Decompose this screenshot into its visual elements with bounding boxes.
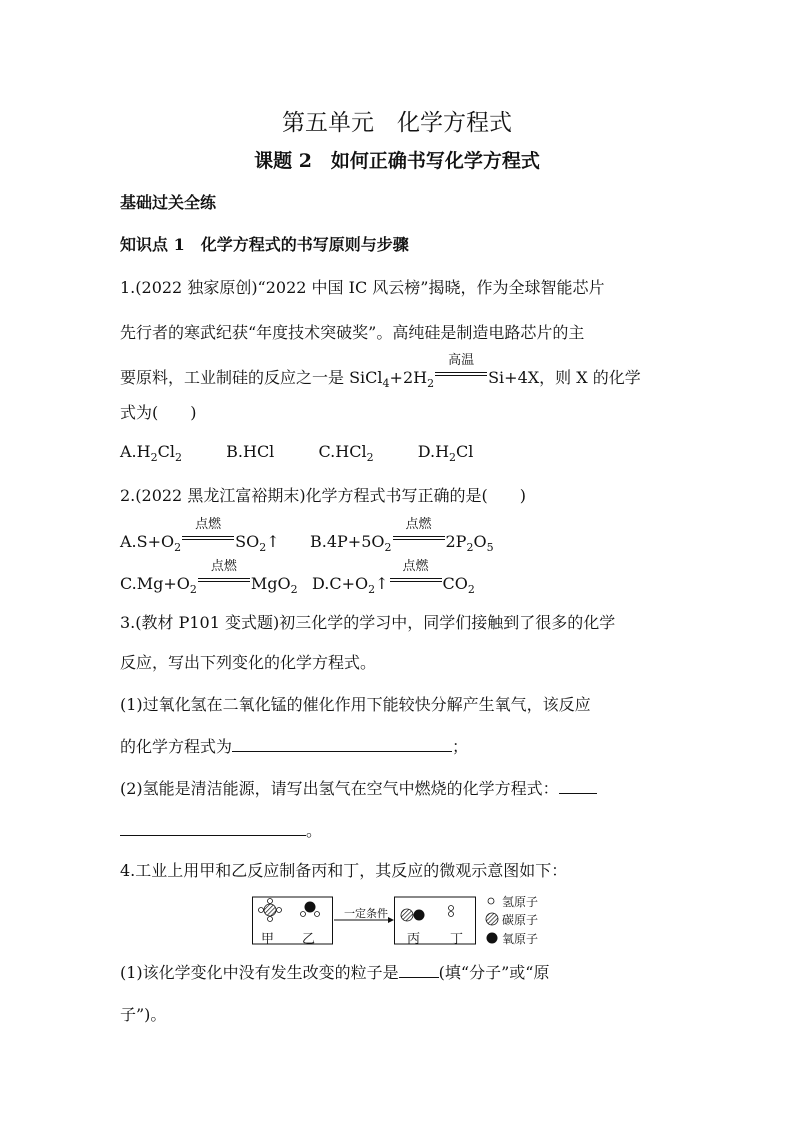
hydrogen-atom-icon	[277, 908, 282, 913]
carbon-atom-icon	[264, 904, 276, 916]
q1-line1: 1.(2022 独家原创)“2022 中国 IC 风云榜”揭晓，作为全球智能芯片	[120, 278, 605, 297]
q1-line4: 式为( )	[120, 403, 197, 422]
hydrogen-atom-icon	[449, 912, 454, 917]
burn-condition-arrow: 点燃	[393, 533, 445, 547]
legend-oxygen-label: 氧原子	[502, 932, 539, 946]
carbon-atom-icon	[401, 909, 413, 921]
lesson-title: 课题 2 如何正确书写化学方程式	[254, 150, 540, 172]
q2-option-c[interactable]: $C.Mg+O_2$ 点燃 MgO$_2$	[120, 559, 298, 597]
hydrogen-atom-icon	[301, 912, 306, 917]
label-ding: 丁	[450, 932, 464, 947]
q1-sub2: 2	[427, 377, 435, 391]
unit-title: 第五单元 化学方程式	[282, 110, 512, 136]
section-heading: 基础过关全练	[120, 193, 217, 212]
q3-part2-line1: (2)氢能是清洁能源，请写出氢气在空气中燃烧的化学方程式：	[120, 776, 597, 799]
hydrogen-atom-icon	[449, 906, 454, 911]
answer-blank[interactable]	[120, 821, 306, 836]
q3-line1: 3.(教材 P101 变式题)初三化学的学习中，同学们接触到了很多的化学	[120, 613, 616, 632]
legend-oxygen-icon	[487, 933, 498, 944]
q1-options	[120, 442, 473, 464]
burn-condition-arrow: 点燃	[182, 533, 234, 547]
oxygen-atom-icon	[414, 910, 425, 921]
q3-line2: 反应，写出下列变化的化学方程式。	[120, 653, 377, 672]
condition-label: 一定条件	[344, 907, 388, 920]
q1-option-d[interactable]: $D.H_2Cl$	[417, 442, 474, 465]
q3-part1-line2: 的化学方程式为 ；	[120, 737, 469, 756]
hydrogen-atom-icon	[315, 912, 320, 917]
q1-line3-post: Si+4X，则 X 的化学	[488, 368, 641, 387]
q1-line3	[120, 353, 641, 391]
legend-hydrogen-icon	[488, 898, 494, 904]
q1-sub4: 4	[382, 377, 390, 391]
q3-part1-line1: (1)过氧化氢在二氧化锰的催化作用下能较快分解产生氧气，该反应	[120, 695, 591, 714]
q2-option-d[interactable]: $D.C+O_2↑$ 点燃 $CO_2$	[312, 559, 475, 597]
hydrogen-atom-icon	[268, 899, 273, 904]
q4-part1-line1: (1)该化学变化中没有发生改变的粒子是 (填“分子”或“原	[120, 963, 550, 982]
burn-condition-arrow: 点燃	[390, 575, 442, 589]
q2-option-a[interactable]: $A.S+O_2$ 点燃 $SO_2↑$	[120, 517, 280, 555]
legend-carbon-label: 碳原子	[502, 913, 539, 927]
reaction-condition-arrow	[435, 353, 487, 383]
label-bing: 丙	[407, 932, 421, 947]
condition-label: 高温	[448, 353, 475, 368]
answer-blank[interactable]	[399, 963, 439, 978]
answer-blank[interactable]	[232, 737, 452, 752]
q1-line2: 先行者的寒武纪获“年度技术突破奖”。高纯硅是制造电路芯片的主	[120, 323, 585, 342]
answer-blank[interactable]	[559, 779, 597, 794]
oxygen-atom-icon	[305, 902, 316, 913]
legend-carbon-icon	[486, 913, 498, 925]
reaction-micro-diagram	[252, 896, 552, 946]
hydrogen-atom-icon	[259, 908, 264, 913]
hydrogen-atom-icon	[268, 917, 273, 922]
q1-plus2h: +2H	[389, 368, 428, 387]
q3-part2-line2: 。	[120, 818, 322, 841]
label-jia: 甲	[261, 932, 275, 947]
q1-option-a[interactable]: $A.H_2Cl_2$	[120, 442, 182, 465]
q2-stem: 2.(2022 黑龙江富裕期末)化学方程式书写正确的是( )	[120, 486, 527, 505]
q2-option-b[interactable]: $B.4P+5O_2$ 点燃 $2P_2O_5$	[310, 517, 494, 555]
label-yi: 乙	[302, 932, 316, 947]
q4-part1-line2: 子”)。	[120, 1005, 167, 1024]
q1-line3-pre: 要原料，工业制硅的反应之一是 SiCl	[120, 368, 383, 387]
q1-option-c[interactable]: C.HCl$_2$	[318, 442, 374, 465]
q1-option-b[interactable]: B.HCl	[226, 442, 275, 461]
knowledge-point-heading: 知识点 1 化学方程式的书写原则与步骤	[120, 235, 409, 254]
legend-hydrogen-label: 氢原子	[502, 895, 539, 909]
q4-stem: 4.工业上用甲和乙反应制备丙和丁，其反应的微观示意图如下：	[120, 861, 568, 880]
burn-condition-arrow: 点燃	[198, 575, 250, 589]
